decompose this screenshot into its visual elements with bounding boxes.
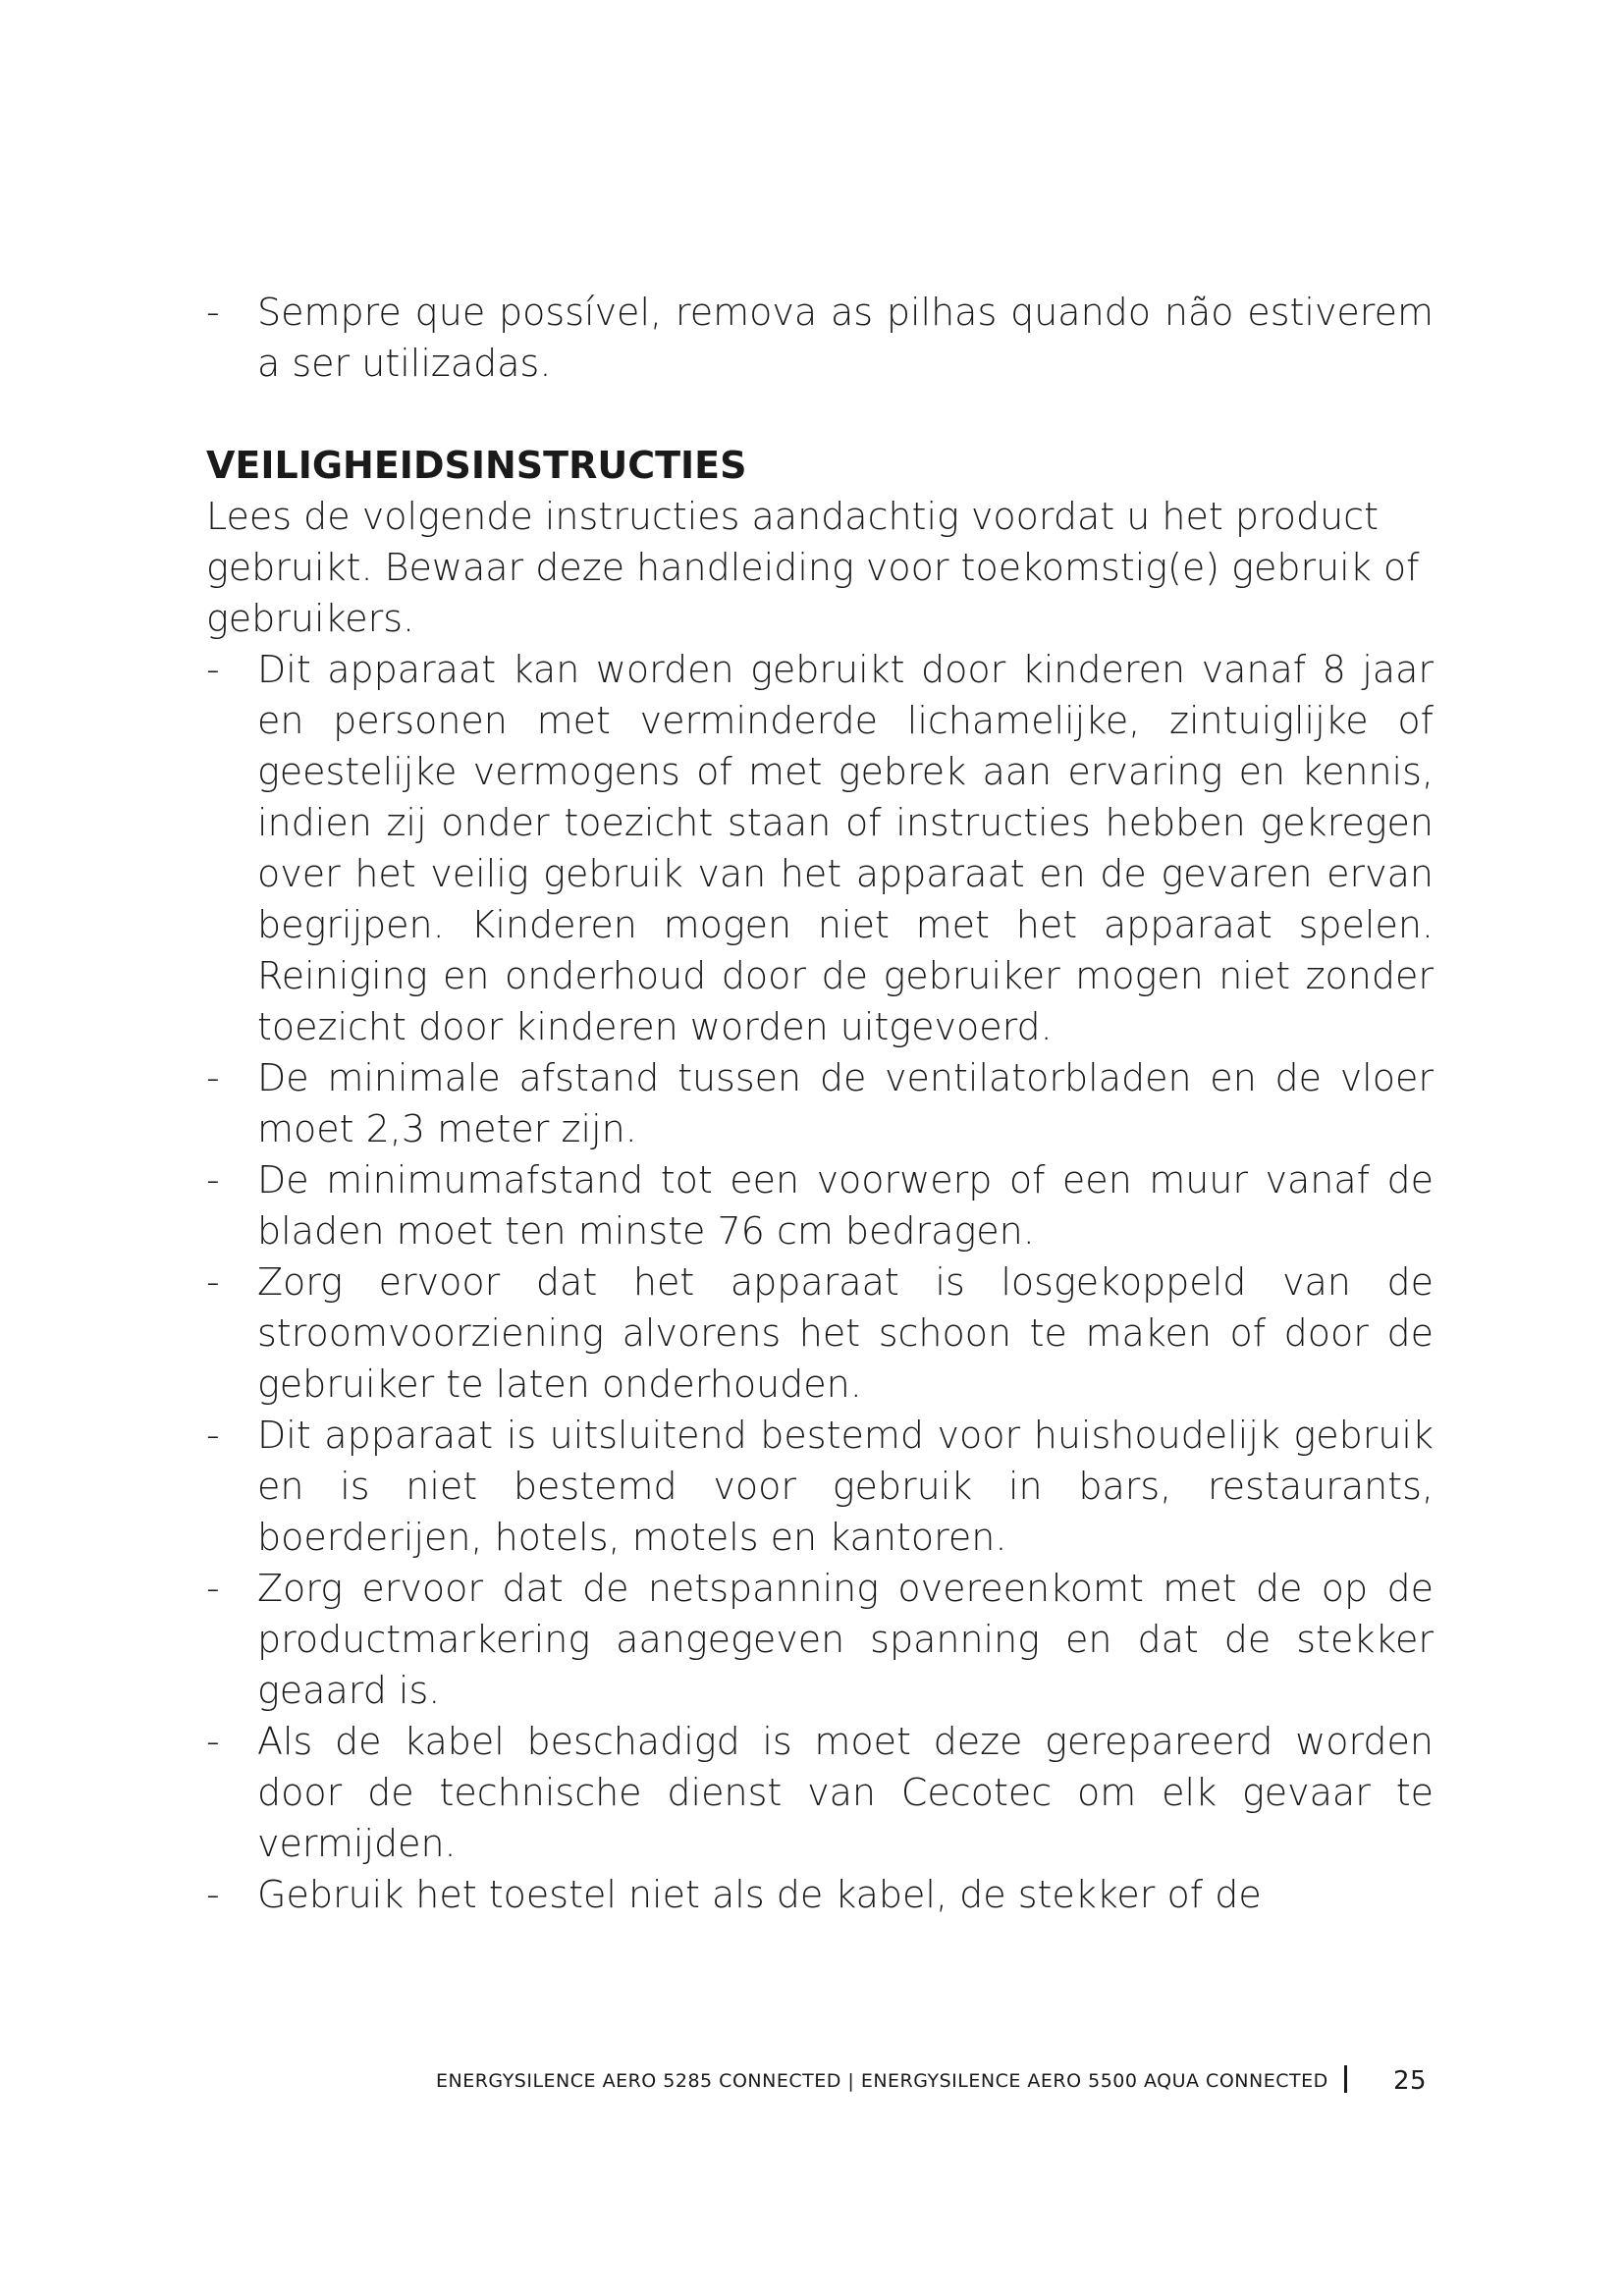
page-footer	[436, 2061, 1437, 2101]
list-item	[206, 1410, 1434, 1563]
list-item	[206, 287, 1434, 389]
page-number: 25	[1393, 2066, 1428, 2096]
list-item-text: Dit apparaat kan worden gebruikt door kinderen vanaf 8 jaar en personen met verminderde lichamelijke, zintuiglijke of geestelijke vermogens of met gebrek aan ervaring en kennis, indien zij onder toezicht staan of instructies hebben gekregen over het veilig gebruik van het apparaat en de gevaren ervan begrijpen. Kinderen mogen niet met het apparaat spelen. Reiniging en onderhoud door de gebruiker mogen niet zonder toezicht door kinderen worden uitgevoerd.	[257, 648, 1434, 1048]
page-content	[206, 287, 1434, 1920]
list-item	[206, 1052, 1434, 1154]
list-item	[206, 1869, 1434, 1920]
list-item	[206, 1716, 1434, 1869]
list-dash: -	[206, 1056, 220, 1099]
list-item-text: Zorg ervoor dat de netspanning overeenkomt met de op de productmarkering aangegeven spanning en dat de stekker geaard is.	[257, 1567, 1434, 1712]
list-item-text: Gebruik het toestel niet als de kabel, de stekker of de	[257, 1873, 1262, 1916]
list-item	[206, 644, 1434, 1052]
footer-product-names: ENERGYSILENCE AERO 5285 CONNECTED | ENERGYSILENCE AERO 5500 AQUA CONNECTED	[436, 2070, 1328, 2092]
section-intro: Lees de volgende instructies aandachtig voordat u het product gebruikt. Bewaar deze handleiding voor toekomstig(e) gebruik of gebruikers.	[206, 495, 1420, 640]
list-item-text: Dit apparaat is uitsluitend bestemd voor huishoudelijk gebruik en is niet bestemd voor gebruik in bars, restaurants, boerderijen, hotels, motels en kantoren.	[257, 1414, 1434, 1559]
list-item-text: Zorg ervoor dat het apparaat is losgekoppeld van de stroomvoorziening alvorens het schoon te maken of door de gebruiker te laten onderhouden.	[257, 1260, 1434, 1406]
list-dash: -	[206, 291, 220, 334]
list-item	[206, 1154, 1434, 1256]
list-item-text: De minimumafstand tot een voorwerp of een muur vanaf de bladen moet ten minste 76 cm bedragen.	[257, 1158, 1434, 1253]
list-dash: -	[206, 648, 220, 691]
list-dash: -	[206, 1260, 220, 1304]
list-dash: -	[206, 1567, 220, 1610]
list-dash: -	[206, 1720, 220, 1763]
list-item-text: Sempre que possível, remova as pilhas quando não estiverem a ser utilizadas.	[257, 291, 1434, 385]
footer-divider	[1344, 2065, 1347, 2093]
list-dash: -	[206, 1873, 220, 1916]
list-dash: -	[206, 1158, 220, 1201]
list-item	[206, 1256, 1434, 1410]
list-item	[206, 1563, 1434, 1716]
section-heading: VEILIGHEIDSINSTRUCTIES	[206, 444, 747, 487]
list-item-text: Als de kabel beschadigd is moet deze gerepareerd worden door de technische dienst van Cecotec om elk gevaar te vermijden.	[257, 1720, 1434, 1865]
list-dash: -	[206, 1414, 220, 1457]
list-item-text: De minimale afstand tussen de ventilatorbladen en de vloer moet 2,3 meter zijn.	[257, 1056, 1434, 1150]
